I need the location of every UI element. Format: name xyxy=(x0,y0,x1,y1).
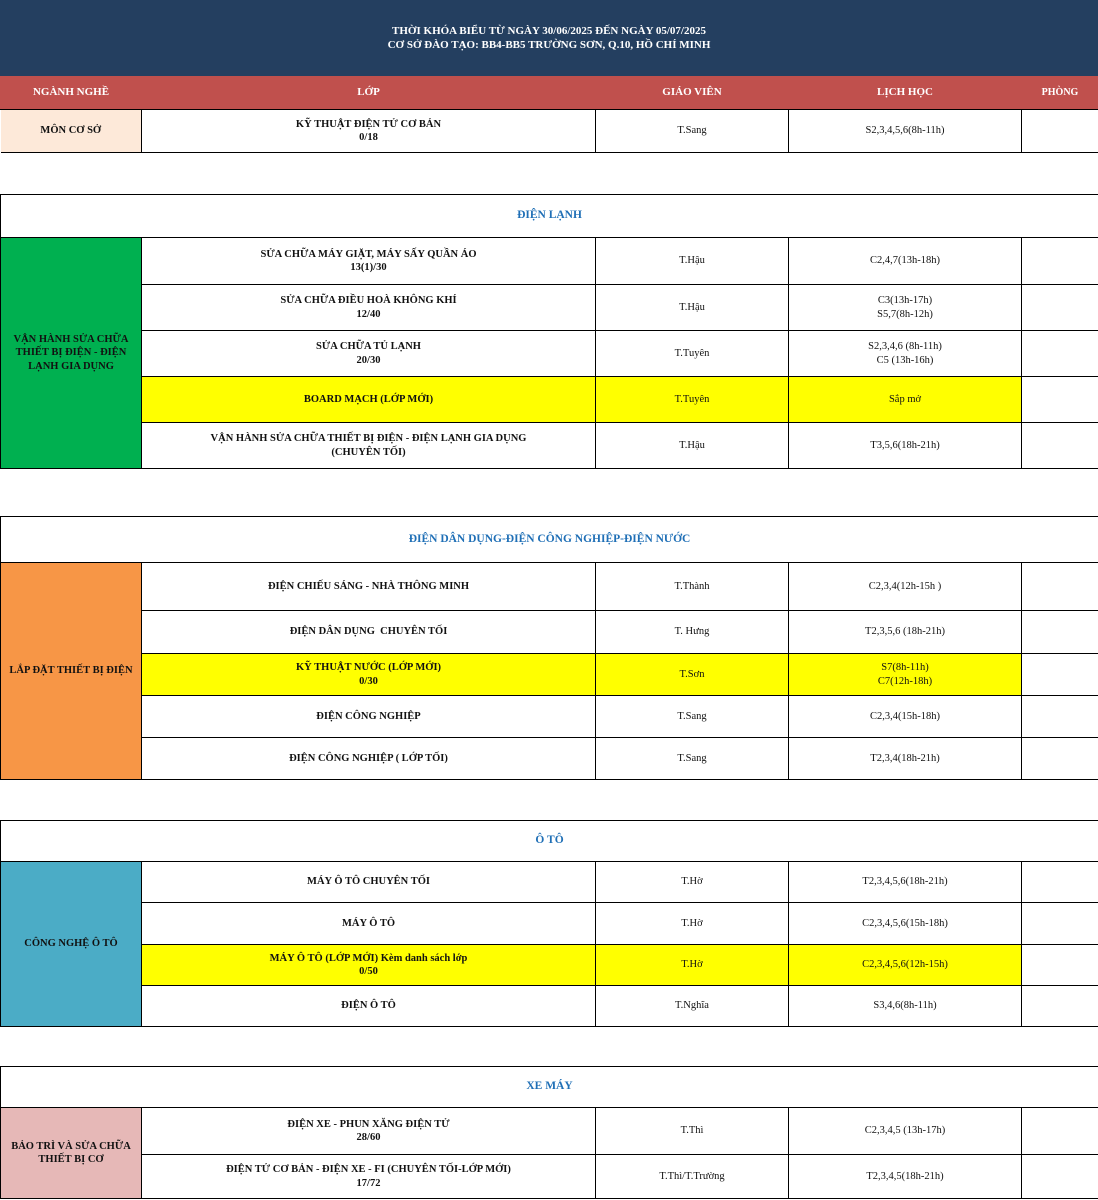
room-cell xyxy=(1022,862,1098,903)
room-cell xyxy=(1022,738,1098,780)
schedule-line: T2,3,5,6 (18h-21h) xyxy=(865,626,945,638)
schedule-cell xyxy=(789,654,1022,696)
schedule-cell xyxy=(789,903,1022,945)
section-dien-lanh xyxy=(0,194,1098,469)
class-cell xyxy=(142,331,596,377)
teacher-cell: T.Thành xyxy=(596,563,789,611)
schedule-cell xyxy=(789,238,1022,285)
class-name: SỬA CHỮA MÁY GIẶT, MÁY SẤY QUẦN ÁO xyxy=(260,248,477,260)
table-row xyxy=(1,862,1098,903)
section-xe-may xyxy=(0,1066,1098,1199)
section-dien-dan-dung xyxy=(0,516,1098,780)
table-row xyxy=(1,285,1098,331)
schedule-cell xyxy=(789,696,1022,738)
schedule-cell xyxy=(789,738,1022,780)
room-cell xyxy=(1022,331,1098,377)
room-cell xyxy=(1022,377,1098,423)
class-count: (CHUYÊN TỐI) xyxy=(331,446,406,458)
table-row xyxy=(1,986,1098,1027)
teacher-cell: T. Hưng xyxy=(596,611,789,654)
class-cell xyxy=(142,1155,596,1199)
class-cell xyxy=(142,423,596,469)
class-cell xyxy=(142,738,596,780)
teacher-cell: T.Sơn xyxy=(596,654,789,696)
class-name: MÁY Ô TÔ xyxy=(341,917,396,929)
teacher-cell: T.Hờ xyxy=(596,903,789,945)
schedule-cell xyxy=(789,945,1022,986)
schedule-line: S3,4,6(8h-11h) xyxy=(873,1000,937,1012)
header-lop: LỚP xyxy=(142,77,596,110)
class-count: 17/72 xyxy=(356,1177,381,1189)
section-title-row xyxy=(1,517,1098,563)
teacher-cell: T.Tuyên xyxy=(596,377,789,423)
class-name: MÁY Ô TÔ CHUYÊN TỐI xyxy=(307,876,430,888)
table-row xyxy=(1,611,1098,654)
schedule-line: S5,7(8h-12h) xyxy=(877,308,933,320)
teacher-cell: T.Nghĩa xyxy=(596,986,789,1027)
banner-title: THỜI KHÓA BIỂU TỪ NGÀY 30/06/2025 ĐẾN NGÀY 05/07/2025 xyxy=(392,25,706,37)
schedule-line: C2,3,4,5,6(12h-15h) xyxy=(862,959,948,971)
class-name: MÁY Ô TÔ (LỚP MỚI) Kèm danh sách lớp xyxy=(269,952,468,964)
room-cell xyxy=(1022,238,1098,285)
class-cell xyxy=(142,862,596,903)
teacher-cell: T.Hậu xyxy=(596,423,789,469)
class-cell xyxy=(142,654,596,696)
schedule-line: C2,3,4(15h-18h) xyxy=(870,710,940,722)
schedule-cell xyxy=(789,110,1022,153)
table-row xyxy=(1,1108,1098,1155)
section-o-to xyxy=(0,820,1098,1027)
schedule-cell xyxy=(789,1108,1022,1155)
class-cell xyxy=(142,696,596,738)
class-cell xyxy=(142,1108,596,1155)
schedule-line: Sắp mở xyxy=(888,393,922,405)
header-phong: PHÒNG xyxy=(1022,77,1098,110)
class-cell xyxy=(142,611,596,654)
schedule-line: S2,3,4,6 (8h-11h) xyxy=(868,341,942,352)
teacher-cell: T.Hậu xyxy=(596,285,789,331)
schedule-cell xyxy=(789,563,1022,611)
category-cell: MÔN CƠ SỞ xyxy=(1,110,142,153)
class-name: SỬA CHỮA ĐIỀU HOÀ KHÔNG KHÍ xyxy=(280,295,457,306)
table-row xyxy=(1,903,1098,945)
class-name: ĐIỆN DÂN DỤNG CHUYÊN TỐI xyxy=(289,626,448,638)
room-cell xyxy=(1022,945,1098,986)
class-name: BOARD MẠCH (LỚP MỚI) xyxy=(303,393,434,405)
section-title-row xyxy=(1,195,1098,238)
class-count: 28/60 xyxy=(356,1132,381,1143)
schedule-cell xyxy=(789,331,1022,377)
class-count: 20/30 xyxy=(356,354,381,366)
header-lich-hoc: LỊCH HỌC xyxy=(789,77,1022,110)
class-cell xyxy=(142,110,596,153)
section-title: Ô TÔ xyxy=(1,821,1098,862)
schedule-line: C2,3,4,5 (13h-17h) xyxy=(864,1125,946,1137)
class-count: 0/30 xyxy=(359,675,378,687)
schedule-cell xyxy=(789,986,1022,1027)
schedule-line: C2,4,7(13h-18h) xyxy=(870,255,940,267)
schedule-line: C2,3,4,5,6(15h-18h) xyxy=(862,917,948,929)
header-giao-vien: GIÁO VIÊN xyxy=(596,77,789,110)
table-row xyxy=(1,654,1098,696)
section-title: XE MÁY xyxy=(1,1067,1098,1108)
class-count: 0/18 xyxy=(359,132,378,143)
teacher-cell: T.Thì xyxy=(596,1108,789,1155)
class-name: ĐIỆN XE - PHUN XĂNG ĐIỆN TỬ xyxy=(287,1118,450,1130)
room-cell xyxy=(1022,285,1098,331)
teacher-cell: T.Thì/T.Trường xyxy=(596,1155,789,1199)
table-row xyxy=(1,945,1098,986)
class-name: KỸ THUẬT ĐIỆN TỬ CƠ BẢN xyxy=(295,118,442,130)
table-row xyxy=(1,110,1098,153)
category-cell: BẢO TRÌ VÀ SỬA CHỮA THIẾT BỊ CƠ xyxy=(1,1108,142,1199)
teacher-cell: T.Hậu xyxy=(596,238,789,285)
schedule-cell xyxy=(789,611,1022,654)
class-cell xyxy=(142,945,596,986)
section-title: ĐIỆN LẠNH xyxy=(1,195,1098,238)
header-nganh-nghe: NGÀNH NGHỀ xyxy=(1,77,142,110)
schedule-line: T2,3,4,5(18h-21h) xyxy=(866,1170,944,1182)
room-cell xyxy=(1022,1155,1098,1199)
class-name: KỸ THUẬT NƯỚC (LỚP MỚI) xyxy=(295,662,442,673)
class-name: VẬN HÀNH SỬA CHỮA THIẾT BỊ ĐIỆN - ĐIỆN LẠNH GIA DỤNG xyxy=(210,433,527,444)
class-name: ĐIỆN CHIẾU SÁNG - NHÀ THÔNG MINH xyxy=(267,580,470,592)
class-count: 0/50 xyxy=(359,966,378,977)
table-row xyxy=(1,563,1098,611)
schedule-line: T2,3,4,5,6(18h-21h) xyxy=(862,876,948,888)
section-title: ĐIỆN DÂN DỤNG-ĐIỆN CÔNG NGHIỆP-ĐIỆN NƯỚC xyxy=(1,517,1098,563)
table-row xyxy=(1,696,1098,738)
table-row xyxy=(1,423,1098,469)
schedule-line: C3(13h-17h) xyxy=(877,295,933,306)
class-cell xyxy=(142,285,596,331)
category-cell: LẮP ĐẶT THIẾT BỊ ĐIỆN xyxy=(1,563,142,780)
class-count: 12/40 xyxy=(356,308,381,320)
header-table xyxy=(0,76,1098,153)
section-title-row xyxy=(1,1067,1098,1108)
class-name: SỬA CHỮA TỦ LẠNH xyxy=(316,341,421,352)
class-name: ĐIỆN TỬ CƠ BẢN - ĐIỆN XE - FI (CHUYÊN TỐI-LỚP MỚI) xyxy=(226,1164,511,1175)
header-row xyxy=(1,77,1098,110)
class-cell xyxy=(142,238,596,285)
schedule-cell xyxy=(789,1155,1022,1199)
table-row xyxy=(1,1155,1098,1199)
schedule-banner xyxy=(0,0,1098,76)
schedule-line: S2,3,4,5,6(8h-11h) xyxy=(865,125,945,137)
schedule-line: C5 (13h-16h) xyxy=(876,354,934,366)
schedule-cell xyxy=(789,377,1022,423)
room-cell xyxy=(1022,1108,1098,1155)
banner-subtitle: CƠ SỞ ĐÀO TẠO: BB4-BB5 TRƯỜNG SƠN, Q.10, HỒ CHÍ MINH xyxy=(387,39,711,51)
schedule-line: C2,3,4(12h-15h ) xyxy=(868,580,942,592)
class-name: ĐIỆN CÔNG NGHIỆP xyxy=(316,710,421,722)
class-cell xyxy=(142,377,596,423)
table-row xyxy=(1,738,1098,780)
schedule-line: T3,5,6(18h-21h) xyxy=(870,439,940,451)
room-cell xyxy=(1022,654,1098,696)
section-title-row xyxy=(1,821,1098,862)
schedule-cell xyxy=(789,423,1022,469)
class-cell xyxy=(142,563,596,611)
class-name: ĐIỆN CÔNG NGHIỆP ( LỚP TỐI) xyxy=(289,752,448,764)
room-cell xyxy=(1022,563,1098,611)
teacher-cell: T.Hờ xyxy=(596,862,789,903)
schedule-line: T2,3,4(18h-21h) xyxy=(870,752,940,764)
table-row xyxy=(1,377,1098,423)
room-cell xyxy=(1022,423,1098,469)
class-name: ĐIỆN Ô TÔ xyxy=(341,1000,396,1012)
room-cell xyxy=(1022,903,1098,945)
teacher-cell: T.Sang xyxy=(596,738,789,780)
schedule-cell xyxy=(789,862,1022,903)
table-row xyxy=(1,238,1098,285)
teacher-cell: T.Hờ xyxy=(596,945,789,986)
schedule-line: S7(8h-11h) xyxy=(881,662,929,673)
room-cell xyxy=(1022,611,1098,654)
teacher-cell: T.Tuyên xyxy=(596,331,789,377)
class-count: 13(1)/30 xyxy=(350,262,387,273)
room-cell xyxy=(1022,986,1098,1027)
room-cell xyxy=(1022,110,1098,153)
room-cell xyxy=(1022,696,1098,738)
teacher-cell: T.Sang xyxy=(596,696,789,738)
category-cell: CÔNG NGHỆ Ô TÔ xyxy=(1,862,142,1027)
schedule-cell xyxy=(789,285,1022,331)
class-cell xyxy=(142,903,596,945)
table-row xyxy=(1,331,1098,377)
teacher-cell: T.Sang xyxy=(596,110,789,153)
class-cell xyxy=(142,986,596,1027)
schedule-line: C7(12h-18h) xyxy=(877,675,933,687)
category-cell: VẬN HÀNH SỬA CHỮA THIẾT BỊ ĐIỆN - ĐIỆN LẠNH GIA DỤNG xyxy=(1,238,142,469)
